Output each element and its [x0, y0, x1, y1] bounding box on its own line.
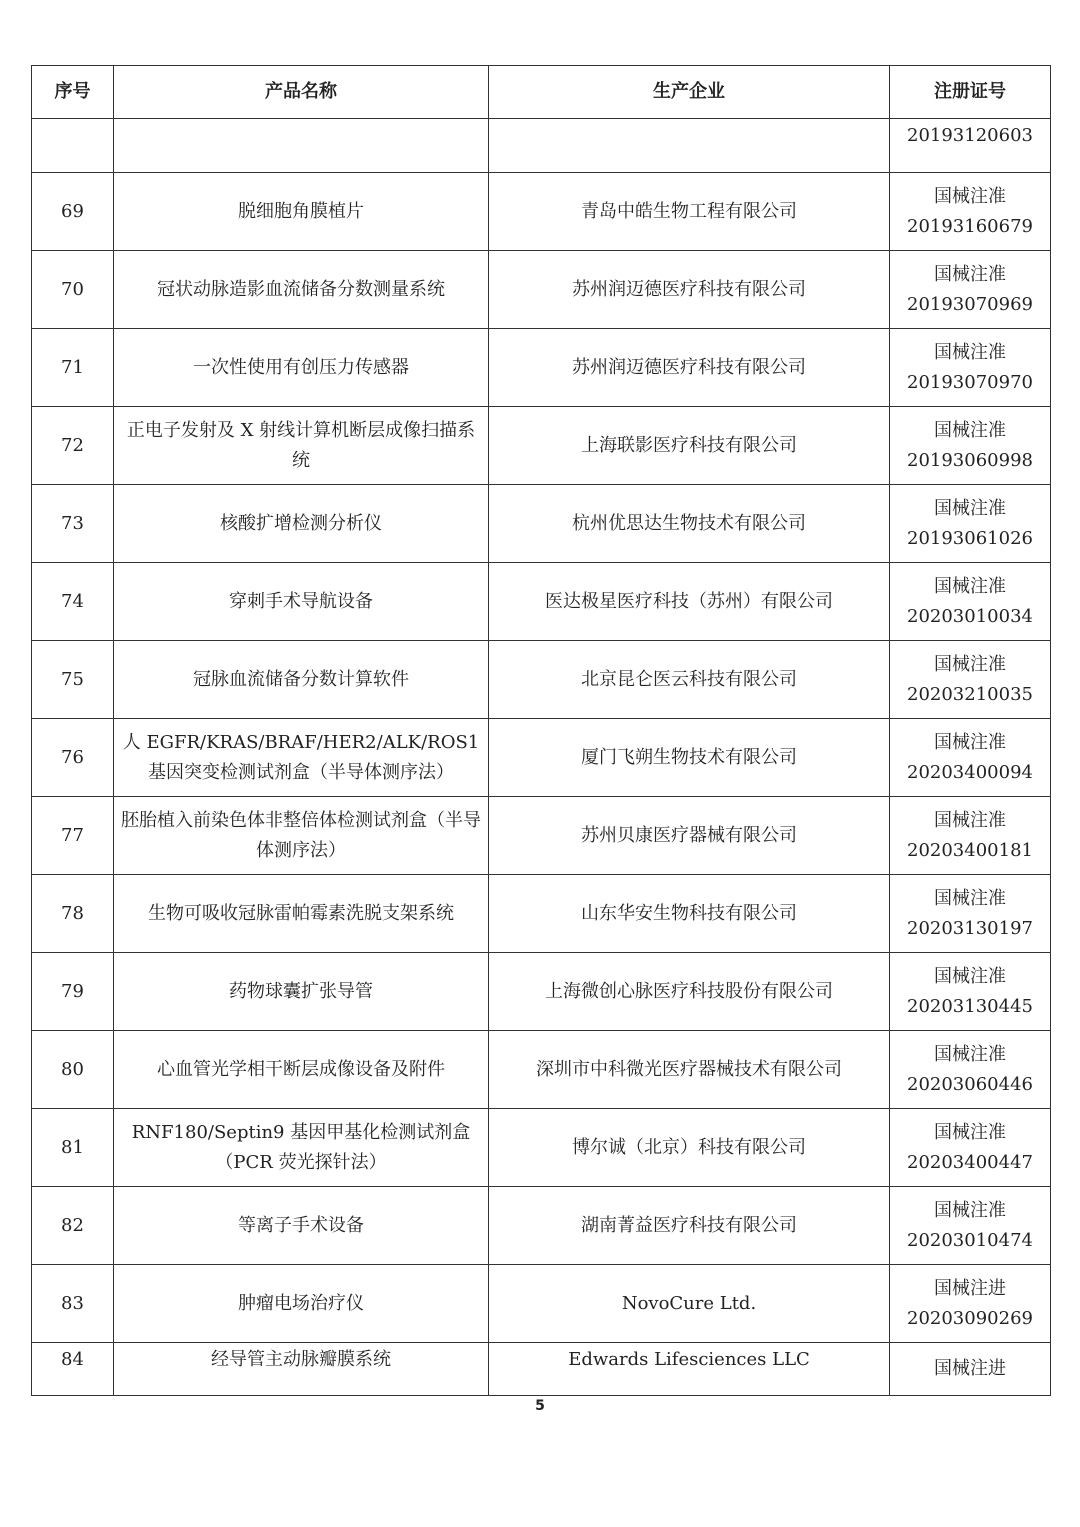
table-row — [32, 173, 1051, 251]
cell-manufacturer: 苏州润迈德医疗科技有限公司 — [489, 251, 890, 329]
cell-serial-number — [32, 119, 114, 173]
table-row — [32, 1265, 1051, 1343]
table-row — [32, 875, 1051, 953]
cell-registration-number — [890, 251, 1051, 329]
cell-serial-number: 83 — [32, 1265, 114, 1343]
cell-product-name: 脱细胞角膜植片 — [114, 173, 489, 251]
cell-registration-number — [890, 875, 1051, 953]
registration-code: 20203060446 — [907, 1073, 1033, 1095]
table-row — [32, 563, 1051, 641]
cell-serial-number: 76 — [32, 719, 114, 797]
continuation-row — [32, 119, 1051, 173]
registration-code: 20193070970 — [907, 371, 1033, 393]
cell-serial-number: 84 — [32, 1343, 114, 1396]
cell-registration-number — [890, 797, 1051, 875]
cell-registration-number — [890, 953, 1051, 1031]
cell-registration-number — [890, 1187, 1051, 1265]
cell-product-name: 生物可吸收冠脉雷帕霉素洗脱支架系统 — [114, 875, 489, 953]
header-product-name: 产品名称 — [114, 66, 489, 119]
registration-type: 国械注准 — [934, 341, 1006, 363]
cell-serial-number: 69 — [32, 173, 114, 251]
cell-registration-number — [890, 407, 1051, 485]
cell-manufacturer — [489, 119, 890, 173]
cell-serial-number: 78 — [32, 875, 114, 953]
cell-serial-number: 75 — [32, 641, 114, 719]
cell-serial-number: 81 — [32, 1109, 114, 1187]
cell-manufacturer: 湖南菁益医疗科技有限公司 — [489, 1187, 890, 1265]
cell-serial-number: 80 — [32, 1031, 114, 1109]
cell-product-name: 胚胎植入前染色体非整倍体检测试剂盒（半导体测序法） — [114, 797, 489, 875]
cell-product-name: RNF180/Septin9 基因甲基化检测试剂盒（PCR 荧光探针法） — [114, 1109, 489, 1187]
table-row — [32, 407, 1051, 485]
cell-registration-number — [890, 329, 1051, 407]
cell-product-name — [114, 119, 489, 173]
table-row — [32, 1031, 1051, 1109]
cell-manufacturer: 北京昆仑医云科技有限公司 — [489, 641, 890, 719]
cell-manufacturer: 苏州润迈德医疗科技有限公司 — [489, 329, 890, 407]
table-row — [32, 251, 1051, 329]
registration-code: 20203010474 — [907, 1229, 1033, 1251]
cell-product-name: 穿刺手术导航设备 — [114, 563, 489, 641]
cell-manufacturer: 山东华安生物科技有限公司 — [489, 875, 890, 953]
registration-code: 20203010034 — [907, 605, 1033, 627]
cell-serial-number: 73 — [32, 485, 114, 563]
registration-code: 20203400094 — [907, 761, 1033, 783]
cell-product-name: 心血管光学相干断层成像设备及附件 — [114, 1031, 489, 1109]
table-row — [32, 1187, 1051, 1265]
cell-manufacturer: Edwards Lifesciences LLC — [489, 1343, 890, 1396]
registration-type: 国械注准 — [934, 887, 1006, 909]
header-registration-number: 注册证号 — [890, 66, 1051, 119]
registration-code: 20203090269 — [907, 1307, 1033, 1329]
table-row — [32, 329, 1051, 407]
table-row — [32, 641, 1051, 719]
registration-code: 20193060998 — [907, 449, 1033, 471]
table-row — [32, 719, 1051, 797]
registration-type: 国械注准 — [934, 731, 1006, 753]
cell-registration-number — [890, 1031, 1051, 1109]
cell-product-name: 冠脉血流储备分数计算软件 — [114, 641, 489, 719]
registration-code: 20193160679 — [907, 215, 1033, 237]
cell-registration-number: 20193120603 — [890, 119, 1051, 173]
table-row — [32, 1343, 1051, 1396]
registration-type: 国械注准 — [934, 809, 1006, 831]
cell-manufacturer: 青岛中皓生物工程有限公司 — [489, 173, 890, 251]
cell-manufacturer: 厦门飞朔生物技术有限公司 — [489, 719, 890, 797]
header-serial-number: 序号 — [32, 66, 114, 119]
cell-product-name: 一次性使用有创压力传感器 — [114, 329, 489, 407]
registration-type: 国械注准 — [934, 1199, 1006, 1221]
registration-type: 国械注准 — [934, 965, 1006, 987]
cell-product-name: 冠状动脉造影血流储备分数测量系统 — [114, 251, 489, 329]
registration-code: 20193061026 — [907, 527, 1033, 549]
cell-registration-number — [890, 485, 1051, 563]
cell-manufacturer: 医达极星医疗科技（苏州）有限公司 — [489, 563, 890, 641]
registration-type: 国械注准 — [934, 185, 1006, 207]
cell-product-name: 正电子发射及 X 射线计算机断层成像扫描系统 — [114, 407, 489, 485]
cell-serial-number: 71 — [32, 329, 114, 407]
cell-serial-number: 77 — [32, 797, 114, 875]
cell-manufacturer: NovoCure Ltd. — [489, 1265, 890, 1343]
registration-code: 20203130197 — [907, 917, 1033, 939]
header-manufacturer: 生产企业 — [489, 66, 890, 119]
registration-type: 国械注准 — [934, 419, 1006, 441]
registration-code: 20193070969 — [907, 293, 1033, 315]
cell-product-name: 药物球囊扩张导管 — [114, 953, 489, 1031]
registration-type: 国械注准 — [934, 653, 1006, 675]
registration-table — [31, 65, 1051, 1396]
cell-registration-number — [890, 641, 1051, 719]
cell-manufacturer: 杭州优思达生物技术有限公司 — [489, 485, 890, 563]
cell-manufacturer: 深圳市中科微光医疗器械技术有限公司 — [489, 1031, 890, 1109]
table-row — [32, 953, 1051, 1031]
cell-registration-number — [890, 173, 1051, 251]
cell-product-name: 等离子手术设备 — [114, 1187, 489, 1265]
registration-code: 20203210035 — [907, 683, 1033, 705]
cell-manufacturer: 上海微创心脉医疗科技股份有限公司 — [489, 953, 890, 1031]
cell-serial-number: 79 — [32, 953, 114, 1031]
cell-serial-number: 82 — [32, 1187, 114, 1265]
registration-type: 国械注准 — [934, 1121, 1006, 1143]
cell-product-name: 核酸扩增检测分析仪 — [114, 485, 489, 563]
cell-product-name: 人 EGFR/KRAS/BRAF/HER2/ALK/ROS1 基因突变检测试剂盒（半导体测序法） — [114, 719, 489, 797]
cell-registration-number — [890, 563, 1051, 641]
table-row — [32, 485, 1051, 563]
cell-serial-number: 70 — [32, 251, 114, 329]
cell-serial-number: 72 — [32, 407, 114, 485]
table-row — [32, 797, 1051, 875]
cell-manufacturer: 博尔诚（北京）科技有限公司 — [489, 1109, 890, 1187]
cell-registration-number — [890, 1265, 1051, 1343]
table-row — [32, 1109, 1051, 1187]
cell-registration-number — [890, 719, 1051, 797]
cell-serial-number: 74 — [32, 563, 114, 641]
cell-product-name: 肿瘤电场治疗仪 — [114, 1265, 489, 1343]
cell-registration-number — [890, 1109, 1051, 1187]
registration-code: 20203400447 — [907, 1151, 1033, 1173]
table-header-row — [32, 66, 1051, 119]
registration-type: 国械注进 — [934, 1277, 1006, 1299]
registration-type: 国械注准 — [934, 575, 1006, 597]
registration-type: 国械注准 — [934, 497, 1006, 519]
page-number: 5 — [535, 1398, 545, 1414]
cell-manufacturer: 苏州贝康医疗器械有限公司 — [489, 797, 890, 875]
registration-type: 国械注准 — [934, 1043, 1006, 1065]
cell-registration-number: 国械注进 — [890, 1343, 1051, 1396]
registration-code: 20203400181 — [907, 839, 1033, 861]
cell-product-name: 经导管主动脉瓣膜系统 — [114, 1343, 489, 1396]
registration-type: 国械注准 — [934, 263, 1006, 285]
registration-code: 20203130445 — [907, 995, 1033, 1017]
cell-manufacturer: 上海联影医疗科技有限公司 — [489, 407, 890, 485]
